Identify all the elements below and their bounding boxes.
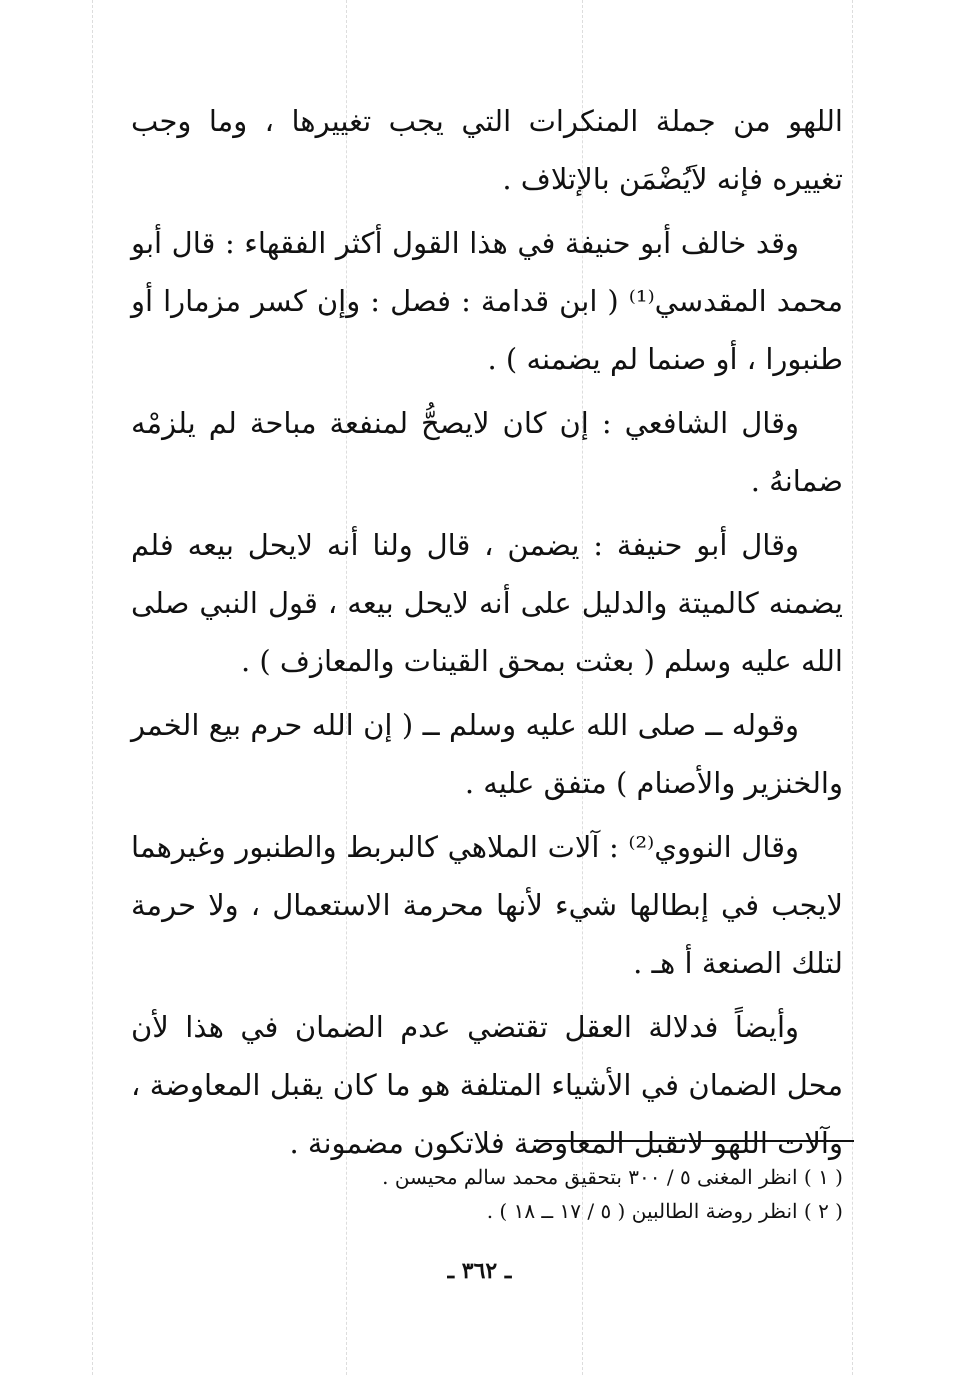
dashed-guide-line — [852, 0, 853, 1375]
body-text — [131, 92, 843, 1178]
footnotes — [131, 1160, 843, 1228]
paragraph: وقال النووي⁽²⁾ : آلات الملاهي كالبربط والطنبور وغيرهما لايجب في إبطالها شيء لأنها محرمة الاستعمال ، ولا حرمة لتلك الصنعة أ هـ . — [131, 830, 843, 980]
paragraph: وقوله ــ صلى الله عليه وسلم ــ ( إن الله حرم بيع الخمر والخنزير والأصنام ) متفق عليه . — [131, 708, 843, 800]
footnote: ( ١ ) انظر المغنى ٥ / ٣٠٠ بتحقيق محمد سالم محيسن . — [382, 1165, 843, 1189]
footnote-separator — [534, 1140, 854, 1142]
footnote: ( ٢ ) انظر روضة الطالبين ( ٥ / ١٧ ــ ١٨ ) . — [486, 1199, 843, 1223]
paragraph: وقال أبو حنيفة : يضمن ، قال ولنا أنه لايحل بيعه فلم يضمنه كالميتة والدليل على أنه لايحل بيعه ، قول النبي صلى الله عليه وسلم ( بعثت بمحق القينات والمعازف ) . — [131, 528, 843, 678]
paragraph: وأيضاً فدلالة العقل تقتضي عدم الضمان في هذا لأن محل الضمان في الأشياء المتلفة هو ما كان يقبل المعاوضة ، وآلات اللهو لاتقبل المعاوضة فلاتكون مضمونة . — [131, 1010, 843, 1160]
dashed-guide-line — [92, 0, 93, 1375]
paragraph: وقال الشافعي : إن كان لايصحُّ لمنفعة مباحة لم يلزمْه ضمانهُ . — [131, 406, 843, 498]
paragraph: اللهو من جملة المنكرات التي يجب تغييرها ، وما وجب تغييره فإنه لاَيُضْمَن بالإتلاف . — [131, 104, 843, 196]
paragraph: وقد خالف أبو حنيفة في هذا القول أكثر الفقهاء : قال أبو محمد المقدسي⁽¹⁾ ( ابن قدامة : فصل : وإن كسر مزمارا أو طنبورا ، أو صنما لم يضمنه ) . — [131, 226, 843, 376]
page-number: ـ ٣٦٢ ـ — [447, 1258, 512, 1284]
